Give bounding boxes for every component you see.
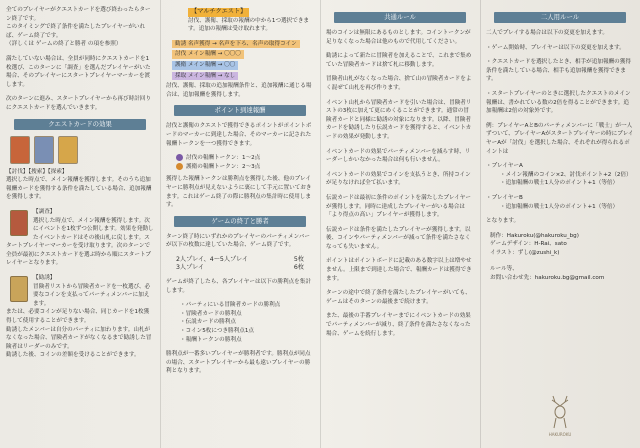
column-4 [480,0,640,448]
score-row: 3人プレイ 6枚 [176,264,304,272]
intro-text: 全てのプレイヤーがクエストカードを選び終わったらターン終了です。 このタイミングで終了条件を満たしたプレイヤーがいれば、ゲーム終了です。 （詳しくは ゲームの終了と勝者 の項を参照） [6,7,151,48]
player-b-head: ・プレイヤーB [486,194,523,201]
new-quest-text: 満たしていない場合は、全員が同時にクエストカードを1枚選び、このターンに「調査」を選んだプレイヤーがいた場合、そのプレイヤーにスタートプレイヤーマーカーを渡します。 [6,55,151,88]
points-after: 獲得した報酬トークンは勝利点を獲得した後、他のプレイヤーに勝利点が見えないように裏にして手元に置いておきます。これはゲーム終了の際に勝利点の集計時に使用します。 [166,176,312,209]
section-header-quest-effects: クエストカードの効果 [14,119,146,130]
contact-text: ルール等、 お問い合わせ先：hakuroku.bg@gmail.com [490,266,605,282]
column-1 [0,0,160,448]
list-item: ・ 追加報酬の戦士1人分のポイント+1（等倍） [500,179,634,188]
deer-logo-icon [545,392,575,438]
multi-quest-text: 討伐、護衛、採取の報酬の中から1つ選択できます。追加の報酬は受け取れます。 [188,17,310,33]
end-after: ゲームが終了したら、各プレイヤーは以下の勝利点を集計します。 [166,279,311,294]
rule-text: 伝説カードは最初に条件のポイントを満たしたプレイヤーが獲得します。同時に達成したプレイヤーがいる場合は「より得点の高い」プレイヤーが獲得します。 [326,194,471,219]
token-row: 討伐の報酬トークン：1〜2点 [176,154,314,163]
list-item: ・ パーティにいる冒険者カードの勝利点 [180,301,314,310]
quest-card-images [10,136,154,164]
flow-row: 勧誘 名声獲得 → 名声を下ろ、名声の取得コイン [172,40,300,49]
logo-text: HAKUROKU [548,432,572,437]
rule-text: イベントカードの効果でコインを支払うとき、所持コインが足りなければ全て払います。 [326,171,471,187]
player-a-head: ・プレイヤーA [486,163,523,170]
score-row: 2人プレイ、4〜5人プレイ 5枚 [176,255,304,263]
rule-text: 伝説カードは条件を満たしたプレイヤーが獲得します。以後、コインやパーティメンバーが減って条件を満たさなくなっても失いません。 [326,226,471,250]
subdue-effect: 【討伐】【捜索】【探索】 選択した時点で、メイン報酬を獲得します。そのうち追加報酬カードを獲得する条件を満たしている場合、追加報酬を獲得します。 [6,168,152,201]
list-item: ・ コイン5枚につき勝利点1点 [180,327,314,336]
rule-text: ・クエストカードを選択したとき、相手が追加報酬の獲得条件を満たしている場合、相手も追加報酬を獲得できます。 [486,59,631,83]
investigate-card-image [10,210,28,236]
rule-text: 冒険者山札がなくなった場合、捨て山の冒険者カードをよく混ぜて山札を再び作ります。 [326,76,472,91]
section-header-common-rules: 共通ルール [334,12,466,23]
multi-quest-tag: 【マルチクエスト】 [188,8,249,17]
flow-row: 護衛 メイン報酬 → 〇〇 [172,61,238,70]
next-turn-text: 次のターンに進み、スタートプレイヤーから再び時計回りにクエストカードを選んでいきます。 [6,96,151,111]
multi-quest-after: 討伐、護衛、採取の追加報酬条件と、追加報酬に通じる場合は、追加報酬を獲得します。 [166,83,312,98]
section-header-points: ポイント到達報酬 [174,105,306,116]
section-header-game-end: ゲームの終了と勝者 [174,216,306,227]
winner-text: 勝利点が一番多いプレイヤーが勝利者です。勝利点が同点の場合、スタートプレイヤーから最も遠いプレイヤーの勝利となります。 [166,351,311,375]
rule-text: ・ゲーム開始時、プレイヤーは以下の変更を加えます。 [486,44,625,51]
list-item: ・ 追加報酬の戦士1人分のポイント+1（等倍） [500,203,634,212]
rule-text: また、最後の手番プレイヤーまでにイベントカードの効果でパーティメンバーが減り、終了条件を満たさなくなった場合、ゲームを続行します。 [326,313,471,337]
flow-row: 討伐 メイン報酬 → 〇〇〇 [172,50,244,59]
column-2 [160,0,320,448]
rule-text: ・スタートプレイヤーのときに選択したクエストのメイン報酬は、書かれている数の2倍を得ることができます。追加報酬は2倍の対象外です。 [486,90,631,115]
token-row: 護衛の報酬トークン：2〜3点 [176,163,314,172]
quest-card-image [10,136,30,164]
rule-text: ポイントはポイントボードに記載のある数字以上は増やせません。上限まで到達した場合で、報酬カードは獲得できます。 [326,258,472,282]
investigate-effect: 【調査】 選択した時点で、メイン報酬を獲得します。次にイベントを1枚ずつ公開します。効果を発動したイベントカードはその後山札に戻します。スタートプレイヤーマーカーを受け取ります。次のターンで全員が最初にクエストカードを選ぶ時から順にスタートプレイヤーとなります。 [6,208,154,267]
credit-line: イラスト：ずし(@zushi_k) [490,249,560,256]
list-item: ・ 伝説カードの勝利点 [180,318,314,327]
example-text: 例：プレイヤーAとBのパーティメンバーに「戦士」が一人ずついて、プレイヤーAがスタートプレイヤーの時にプレイヤーAが「討伐」を選択した場合、それぞれが得られるポイントは [486,122,634,155]
player-a-list [486,171,634,188]
escort-token-icon [176,163,183,170]
end-text: ターン終了時にいずれかのプレイヤーのパーティメンバーが以下の枚数に達していた場合、ゲーム終了です。 [166,233,310,249]
rule-text: イベント山札から冒険者カードを引いた場合は、冒険者リストの3枚に加えて更にめくることができます。通常の冒険者カードと同様に勧誘の対象になります。以降、冒険者カードを勧誘したり伝説カードを獲得すると、イベントカードの効果が発動します。 [326,99,472,140]
recruit-card-image [10,276,28,302]
rule-text: 二人でプレイする場合は以下の変更を加えます。 [486,30,608,36]
credit-line: ゲームデザイン：H-Rai、sato [490,241,567,248]
list-item: ・ 冒険者カードの勝利点 [180,310,314,319]
section-header-two-player: 二人用ルール [494,12,626,23]
rule-text: 勧誘によって新たに冒険者を加えることで、これまで集めていた冒険者カードは捨て札に移動します。 [326,53,472,68]
points-text: 討伐と護衛のクエストで獲得できるポイントがポイントボードのマーカーに到達した場合、そのマーカーに記された報酬トークンを一つ獲得できます。 [166,123,312,147]
column-3 [320,0,480,448]
list-item: ・ メイン報酬のコイン×2、討伐ポイント+2（2倍） [500,171,634,180]
recruit-effect: 【勧誘】 冒険者リストから冒険者カードを一枚選び、必要なコインを支払ってパーティメンバーに加えます。 または、必要コインが足りない場合、同じカードを1枚獲得して使用することができます。 勧誘したメンバーは自分のパーティに加わります。山札がなくなった場合、冒険者カードがなくなるまで勧誘した冒険者はリーダーのみです。 勧誘した後、コインの差額を受けることができます。 [6,275,152,359]
list-item: ・ 報酬トークンの勝利点 [180,336,314,345]
tally-list [166,301,314,344]
credits [486,232,634,258]
flow-row: 採取 メイン報酬 → なし [172,72,238,81]
quest-card-image [34,136,54,164]
quest-card-image [58,136,78,164]
subdue-token-icon [176,154,183,161]
rule-text: イベントカードの効果でパーティメンバーを減らす時、リーダーしかいなかった場合は何も行いません。 [326,148,471,164]
rule-text: となります。 [486,218,520,225]
rule-text: 場のコインは無限にあるものとします。コイントークンが足りなくなった場合は他のもので代用してください。 [326,30,471,45]
rule-text: ターンの途中で終了条件を満たしたプレイヤーがいても、ゲームはそのターンの最後まで続けます。 [326,290,471,305]
token-list [166,154,314,171]
multi-quest-flow [166,40,314,80]
player-b-list [486,203,634,212]
credit-line: 制作：Hakuroku(@hakuroku_bg) [490,232,579,239]
